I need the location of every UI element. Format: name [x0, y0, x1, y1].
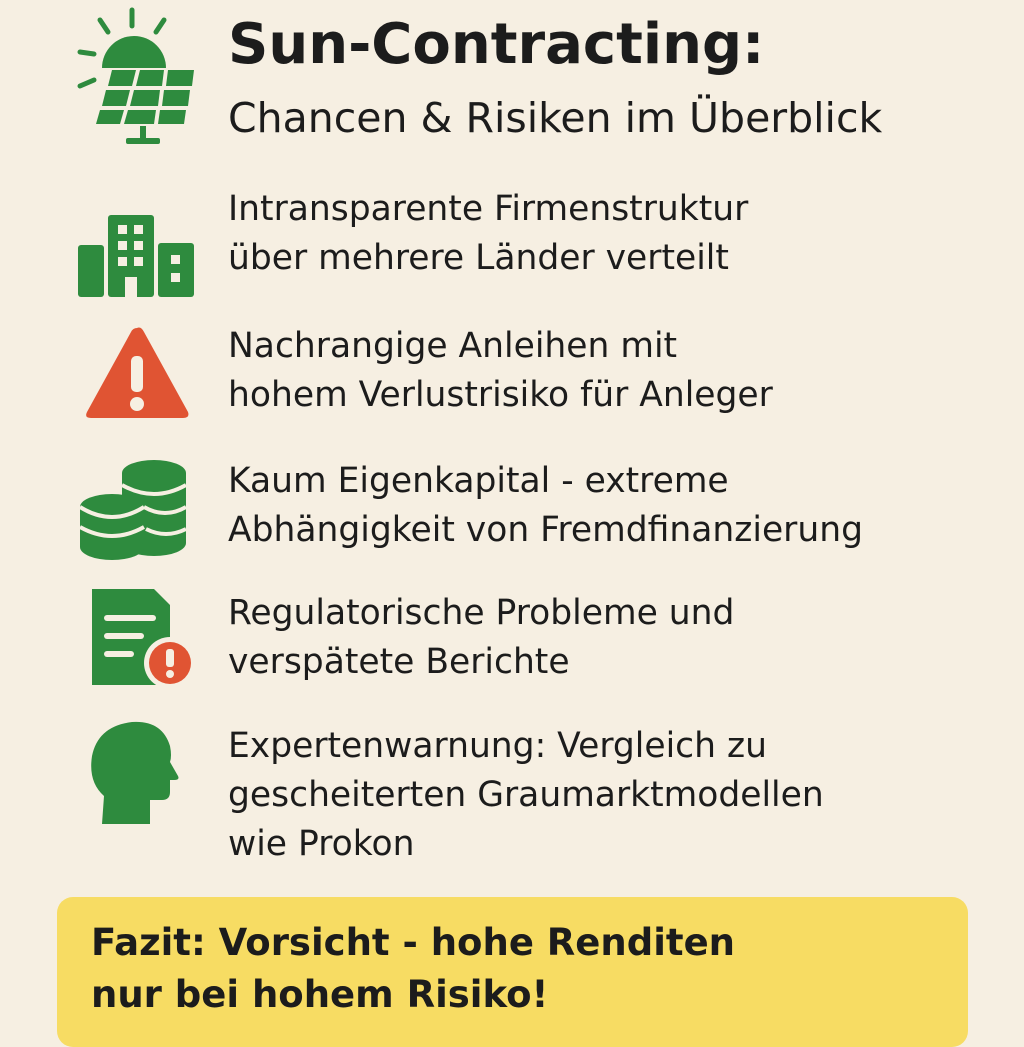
buildings-icon — [70, 197, 200, 307]
head-profile-icon — [70, 720, 200, 830]
conclusion-box — [57, 897, 968, 1047]
coin-stacks-icon — [70, 455, 200, 565]
solar-panel-sun-icon — [70, 6, 210, 151]
list-item-text: Regulatorische Probleme und verspätete Berichte — [228, 593, 735, 682]
list-item-text: Nachrangige Anleihen mit hohem Verlustrisiko für Anleger — [228, 326, 773, 415]
list-item-text: Expertenwarnung: Vergleich zu gescheiterten Graumarktmodellen wie Prokon — [228, 726, 824, 864]
document-alert-icon — [70, 585, 200, 695]
page-subtitle: Chancen & Risiken im Überblick — [228, 94, 883, 142]
conclusion-text: Fazit: Vorsicht - hohe Renditen nur bei hohem Risiko! — [91, 921, 736, 1016]
header — [0, 0, 1024, 165]
page-title: Sun-Contracting: — [228, 12, 765, 77]
list-item-text: Intransparente Firmenstruktur über mehrere Länder verteilt — [228, 189, 749, 278]
warning-triangle-icon — [70, 320, 200, 430]
list-item-text: Kaum Eigenkapital - extreme Abhängigkeit von Fremdfinanzierung — [228, 461, 863, 550]
